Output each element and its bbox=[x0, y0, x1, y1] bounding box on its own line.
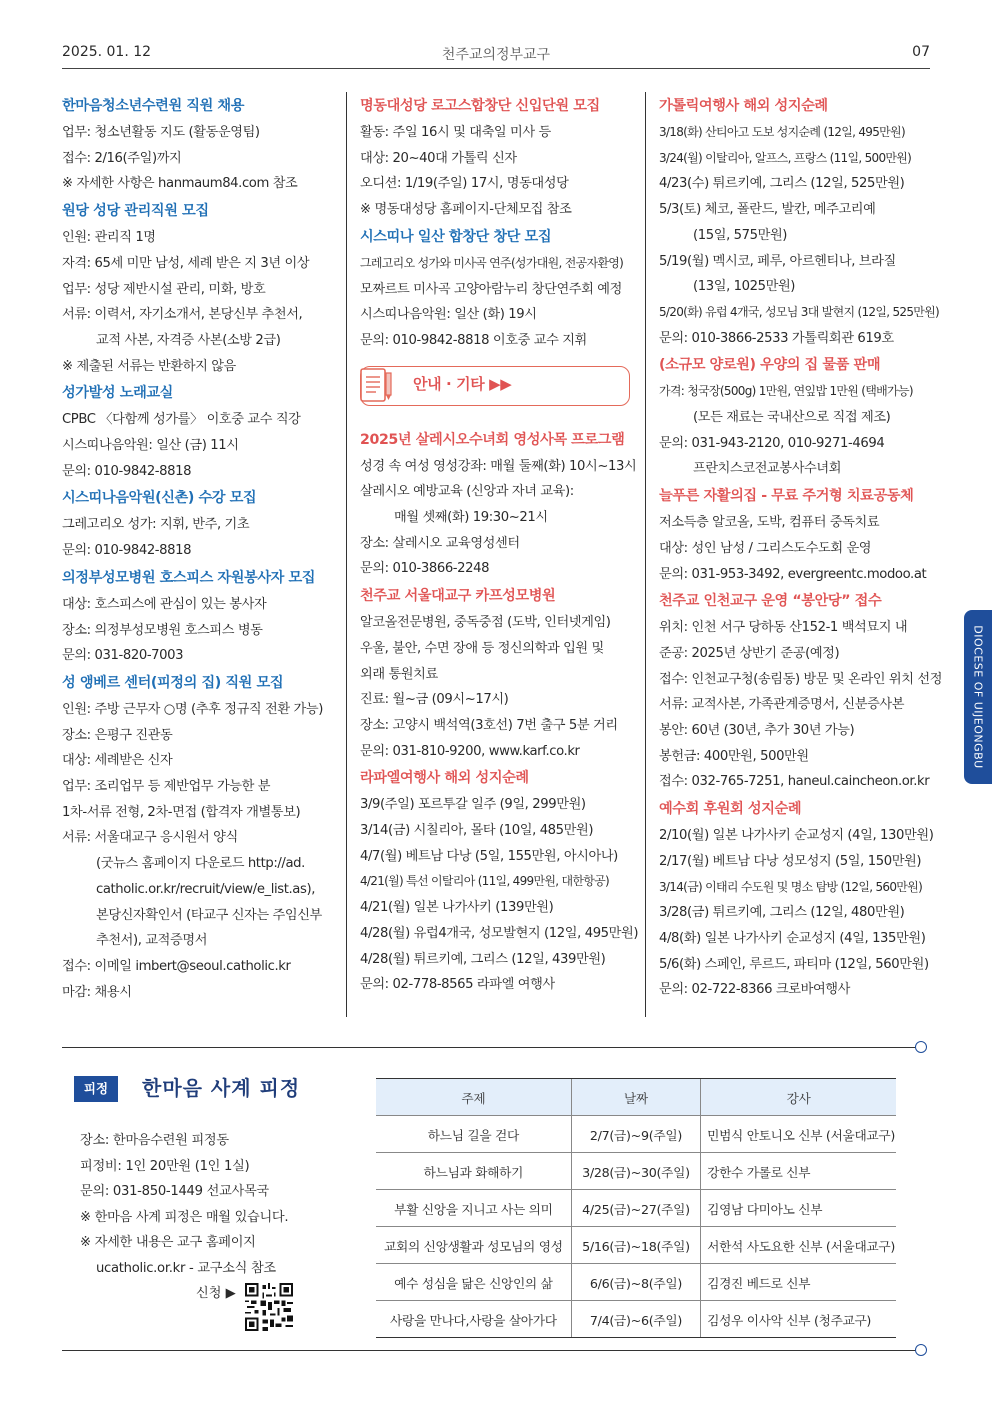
column-divider bbox=[346, 92, 347, 1017]
notice-title: 가톨릭여행사 해외 성지순례 bbox=[659, 98, 828, 114]
notice-line: 문의: 031-953-3492, evergreentc.modoo.at bbox=[659, 566, 927, 582]
divider-dot bbox=[915, 1041, 927, 1053]
notice-line: (15일, 575만원) bbox=[693, 227, 788, 243]
notice-line: 본당신자확인서 (타교구 신자는 주임신부 bbox=[96, 907, 322, 923]
notice-line: 문의: 02-722-8366 크로바여행사 bbox=[659, 982, 850, 998]
notice-line: 4/23(수) 튀르키예, 그리스 (12일, 525만원) bbox=[659, 176, 905, 192]
notice-line: 3/14(금) 시칠리아, 몰타 (10일, 485만원) bbox=[360, 823, 594, 839]
notice-line: 서류: 이력서, 자기소개서, 본당신부 추천서, bbox=[62, 307, 303, 323]
table-cell: 강한수 가롤로 신부 bbox=[701, 1153, 896, 1190]
notice-line: 살레시오 예방교육 (신앙과 자녀 교육): bbox=[360, 484, 574, 500]
notice-line: 외래 통원치료 bbox=[360, 666, 438, 682]
notice-line: 추천서), 교적증명서 bbox=[96, 933, 208, 949]
column-middle bbox=[360, 92, 639, 998]
notice-line: 접수: 032-765-7251, haneul.caincheon.or.kr bbox=[659, 774, 930, 790]
notice-line: 업무: 성당 제반시설 관리, 미화, 방호 bbox=[62, 281, 266, 297]
notice-section bbox=[659, 482, 934, 587]
notice-line: 4/28(월) 유럽4개국, 성모발현지 (12일, 495만원) bbox=[360, 925, 639, 941]
notice-line: 1차-서류 전형, 2차-면접 (합격자 개별통보) bbox=[62, 804, 301, 820]
notice-line: 인원: 관리직 1명 bbox=[62, 230, 156, 246]
notice-line: 장소: 은평구 진관동 bbox=[62, 727, 173, 743]
issue-date: 2025. 01. 12 bbox=[62, 44, 152, 60]
notice-line: (모든 재료는 국내산으로 직접 제조) bbox=[693, 410, 891, 426]
notice-line: 5/20(화) 유럽 4개국, 성모님 3대 발현지 (12일, 525만원) bbox=[659, 304, 940, 319]
notice-line: 대상: 세례받은 신자 bbox=[62, 753, 173, 769]
notice-title: (소규모 양로원) 우양의 집 물품 판매 bbox=[659, 357, 881, 374]
table-cell: 4/25(금)~27(주일) bbox=[571, 1190, 700, 1227]
divider-dot bbox=[915, 1344, 927, 1356]
notice-line: 저소득층 알코올, 도박, 컴퓨터 중독치료 bbox=[659, 515, 880, 531]
notepad-pencil-icon bbox=[355, 361, 395, 407]
notice-line: (굿뉴스 홈페이지 다운로드 http://ad. bbox=[96, 856, 305, 872]
table-cell: 민범식 안토니오 신부 (서울대교구) bbox=[701, 1116, 896, 1153]
qr-code-icon[interactable] bbox=[245, 1283, 293, 1331]
notice-line: 문의: 031-943-2120, 010-9271-4694 bbox=[659, 435, 885, 451]
notice-line: 3/18(화) 산티아고 도보 성지순례 (12일, 495만원) bbox=[659, 125, 905, 139]
notice-line: 문의: 02-778-8565 라파엘 여행사 bbox=[360, 977, 555, 993]
table-cell: 사랑을 만나다,사랑을 살아가다 bbox=[376, 1301, 571, 1338]
notice-title: 성 앵베르 센터(피정의 집) 직원 모집 bbox=[62, 674, 284, 691]
notice-line: 접수: 인천교구청(송림동) 방문 및 온라인 위치 선정 bbox=[659, 671, 943, 687]
table-row bbox=[376, 1227, 896, 1264]
retreat-info-line: 장소: 한마음수련원 피정동 bbox=[80, 1133, 229, 1148]
table-cell: 3/28(금)~30(주일) bbox=[571, 1153, 700, 1190]
notice-section bbox=[659, 351, 934, 482]
retreat-info-line: 피정비: 1인 20만원 (1인 1실) bbox=[80, 1158, 250, 1174]
notice-line: ※ 제출된 서류는 반환하지 않음 bbox=[62, 358, 236, 374]
notice-section bbox=[659, 92, 940, 351]
retreat-title: 한마음 사계 피정 bbox=[142, 1076, 301, 1100]
notice-title: 늘푸른 자활의집 - 무료 주거형 치료공동체 bbox=[659, 488, 914, 505]
notice-line: 문의: 010-3866-2533 가톨릭회관 619호 bbox=[659, 330, 894, 346]
notice-line: 서류: 서울대교구 응시원서 양식 bbox=[62, 830, 238, 846]
notice-line: 진료: 월~금 (09시~17시) bbox=[360, 692, 509, 708]
section-divider bbox=[62, 1047, 918, 1048]
retreat-tag: 피정 bbox=[74, 1076, 118, 1102]
notice-line: 위치: 인천 서구 당하동 산152-1 백석묘지 내 bbox=[659, 620, 908, 636]
table-cell: 김성우 이사악 신부 (청주교구) bbox=[701, 1301, 896, 1338]
notice-line: 시스띠나음악원: 일산 (화) 19시 bbox=[360, 307, 537, 323]
notice-line: 장소: 고양시 백석역(3호선) 7번 출구 5분 거리 bbox=[360, 717, 618, 733]
notice-line: 4/7(월) 베트남 다낭 (5일, 155만원, 아시아나) bbox=[360, 848, 618, 864]
section-divider bbox=[62, 1350, 918, 1351]
table-cell: 김영남 다미아노 신부 bbox=[701, 1190, 896, 1227]
notice-line: 그레고리오 성가와 미사곡 연주(성가대원, 전공자환영) bbox=[360, 255, 624, 270]
notice-section bbox=[360, 223, 632, 354]
notice-line: 프란치스코전교봉사수녀회 bbox=[693, 461, 842, 477]
table-cell: 2/7(금)~9(주일) bbox=[571, 1116, 700, 1153]
notice-line: 4/21(월) 일본 나가사키 (139만원) bbox=[360, 900, 554, 916]
table-cell: 부활 신앙을 지니고 사는 의미 bbox=[376, 1190, 571, 1227]
notice-section bbox=[62, 669, 340, 1005]
notice-line: 문의: 010-9842-8818 이호중 교수 지휘 bbox=[360, 332, 587, 348]
notice-line: 문의: 010-9842-8818 bbox=[62, 543, 192, 559]
notice-title: 한마음청소년수련원 직원 채용 bbox=[62, 98, 245, 114]
notice-line: 봉안: 60년 (30년, 추가 30년 가능) bbox=[659, 723, 855, 739]
notice-section bbox=[62, 379, 340, 484]
notice-line: 알코올전문병원, 중독중점 (도박, 인터넷게임) bbox=[360, 615, 611, 631]
notice-line: 5/6(화) 스페인, 루르드, 파티마 (12일, 560만원) bbox=[659, 956, 929, 972]
notice-line: 성경 속 여성 영성강좌: 매월 둘째(화) 10시~13시 bbox=[360, 458, 637, 474]
notice-section bbox=[659, 587, 943, 795]
notice-section bbox=[360, 426, 637, 583]
notice-title: 2025년 살레시오수녀회 영성사목 프로그램 bbox=[360, 431, 625, 448]
notice-section bbox=[360, 764, 639, 998]
notice-line: 문의: 010-9842-8818 bbox=[62, 463, 192, 479]
guide-banner bbox=[360, 366, 630, 406]
notice-section bbox=[360, 582, 632, 764]
notice-section bbox=[659, 795, 934, 1003]
notice-title: 명동대성당 로고스합창단 신입단원 모집 bbox=[360, 98, 600, 114]
notice-line: 문의: 031-810-9200, www.karf.co.kr bbox=[360, 743, 580, 759]
publication-name: 천주교의정부교구 bbox=[441, 47, 551, 63]
notice-title: 천주교 서울대교구 카프성모병원 bbox=[360, 588, 556, 605]
column-left bbox=[62, 92, 340, 1005]
column-right bbox=[659, 92, 943, 1003]
page-header bbox=[62, 40, 930, 69]
notice-line: 5/3(토) 체코, 폴란드, 발칸, 메주고리예 bbox=[659, 202, 876, 218]
notice-line: 봉헌금: 400만원, 500만원 bbox=[659, 748, 809, 764]
table-row bbox=[376, 1264, 896, 1301]
retreat-info-line: ucatholic.or.kr - 교구소식 참조 bbox=[96, 1260, 276, 1276]
retreat-info bbox=[80, 1128, 288, 1281]
table-cell: 교회의 신앙생활과 성모님의 영성 bbox=[376, 1227, 571, 1264]
retreat-info-line: ※ 한마음 사계 피정은 매월 있습니다. bbox=[80, 1209, 289, 1225]
notice-line: 활동: 주일 16시 및 대축일 미사 등 bbox=[360, 125, 551, 140]
table-cell: 예수 성심을 닮은 신앙인의 삶 bbox=[376, 1264, 571, 1301]
table-header: 강사 bbox=[701, 1079, 896, 1116]
notice-title: 성가발성 노래교실 bbox=[62, 385, 173, 402]
notice-line: 2/17(월) 베트남 다낭 성모성지 (5일, 150만원) bbox=[659, 853, 922, 869]
notice-section bbox=[62, 197, 340, 379]
notice-title: 예수회 후원회 성지순례 bbox=[659, 801, 802, 818]
table-cell: 하느님 길을 걷다 bbox=[376, 1116, 571, 1153]
table-header: 주제 bbox=[376, 1079, 571, 1116]
notice-line: ※ 자세한 사항은 hanmaum84.com 참조 bbox=[62, 176, 298, 192]
notice-line: 서류: 교적사본, 가족관계증명서, 신분증사본 bbox=[659, 697, 905, 713]
diocese-side-tab: DIOCESE OF UIJEONGBU bbox=[964, 610, 992, 784]
notice-title: 천주교 인천교구 운영 “봉안당” 접수 bbox=[659, 593, 882, 610]
table-row bbox=[376, 1190, 896, 1227]
page-number: 07 bbox=[912, 44, 930, 60]
retreat-schedule-table bbox=[376, 1078, 896, 1338]
notice-line: 5/19(월) 멕시코, 페루, 아르헨티나, 브라질 bbox=[659, 253, 896, 269]
notice-title: 의정부성모병원 호스피스 자원봉사자 모집 bbox=[62, 569, 316, 586]
table-row bbox=[376, 1153, 896, 1190]
table-cell: 7/4(금)~6(주일) bbox=[571, 1301, 700, 1338]
guide-label: 안내 · 기타 ▶▶ bbox=[413, 374, 512, 393]
table-header: 날짜 bbox=[571, 1079, 700, 1116]
notice-line: 대상: 성인 남성 / 그리스도수도회 운영 bbox=[659, 540, 872, 556]
notice-line: 자격: 65세 미만 남성, 세례 받은 지 3년 이상 bbox=[62, 255, 310, 271]
retreat-info-line: ※ 자세한 내용은 교구 홈페이지 bbox=[80, 1235, 256, 1250]
notice-line: 3/28(금) 튀르키예, 그리스 (12일, 480만원) bbox=[659, 905, 905, 921]
notice-line: 대상: 호스피스에 관심이 있는 봉사자 bbox=[62, 596, 267, 612]
notice-line: 가격: 청국장(500g) 1만원, 연잎밥 1만원 (택배가능) bbox=[659, 384, 913, 399]
table-cell: 6/6(금)~8(주일) bbox=[571, 1264, 700, 1301]
notice-line: 업무: 조리업무 등 제반업무 가능한 분 bbox=[62, 779, 271, 795]
table-row bbox=[376, 1116, 896, 1153]
notice-title: 시스띠나음악원(신촌) 수강 모집 bbox=[62, 490, 257, 507]
table-cell: 5/16(금)~18(주일) bbox=[571, 1227, 700, 1264]
notice-line: 접수: 2/16(주일)까지 bbox=[62, 150, 182, 166]
table-row bbox=[376, 1301, 896, 1338]
notice-line: 2/10(월) 일본 나가사키 순교성지 (4일, 130만원) bbox=[659, 828, 934, 844]
notice-line: 모짜르트 미사곡 고양아람누리 창단연주회 예정 bbox=[360, 281, 622, 297]
notice-line: 3/24(월) 이탈리아, 알프스, 프랑스 (11일, 500만원) bbox=[659, 150, 912, 165]
notice-section bbox=[360, 92, 632, 223]
notice-line: 문의: 010-3866-2248 bbox=[360, 561, 490, 577]
table-cell: 서한석 사도요한 신부 (서울대교구) bbox=[701, 1227, 896, 1264]
table-cell: 김경진 베드로 신부 bbox=[701, 1264, 896, 1301]
notice-section bbox=[62, 484, 340, 563]
notice-line: (13일, 1025만원) bbox=[693, 279, 796, 295]
notice-title: 원당 성당 관리직원 모집 bbox=[62, 203, 209, 220]
notice-line: 3/9(주일) 포르투갈 일주 (9일, 299만원) bbox=[360, 797, 586, 813]
notice-line: 준공: 2025년 상반기 준공(예정) bbox=[659, 645, 840, 661]
table-cell: 하느님과 화해하기 bbox=[376, 1153, 571, 1190]
notice-line: CPBC 〈다함께 성가를〉 이호중 교수 직강 bbox=[62, 412, 301, 428]
notice-line: catholic.or.kr/recruit/view/e_list.as), bbox=[96, 881, 315, 897]
notice-line: 4/21(월) 특선 이탈리아 (11일, 499만원, 대한항공) bbox=[360, 874, 610, 889]
notice-line: 3/14(금) 이태리 수도원 및 명소 탐방 (12일, 560만원) bbox=[659, 879, 923, 894]
notice-line: 교적 사본, 자격증 사본(소방 2급) bbox=[96, 332, 281, 348]
notice-line: 그레고리오 성가: 지휘, 반주, 기초 bbox=[62, 517, 250, 533]
notice-section bbox=[62, 92, 340, 197]
notice-line: 접수: 이메일 imbert@seoul.catholic.kr bbox=[62, 958, 291, 974]
notice-line: 문의: 031-820-7003 bbox=[62, 648, 184, 664]
notice-line: 시스띠나음악원: 일산 (금) 11시 bbox=[62, 438, 239, 454]
notice-line: 인원: 주방 근무자 ○명 (추후 정규직 전환 가능) bbox=[62, 701, 323, 717]
notice-line: ※ 명동대성당 홈페이지-단체모집 참조 bbox=[360, 202, 572, 218]
notice-line: 우울, 불안, 수면 장애 등 정신의학과 입원 및 bbox=[360, 640, 604, 656]
notice-line: 4/28(월) 튀르키예, 그리스 (12일, 439만원) bbox=[360, 951, 606, 967]
notice-section bbox=[62, 564, 340, 669]
column-divider bbox=[645, 92, 646, 1017]
notice-title: 라파엘여행사 해외 성지순례 bbox=[360, 770, 529, 787]
apply-label[interactable]: 신청 ▶ bbox=[196, 1286, 236, 1301]
notice-line: 장소: 의정부성모병원 호스피스 병동 bbox=[62, 622, 263, 638]
retreat-info-line: 문의: 031-850-1449 선교사목국 bbox=[80, 1184, 269, 1199]
notice-title: 시스띠나 일산 합창단 창단 모집 bbox=[360, 228, 552, 245]
notice-line: 4/8(화) 일본 나가사키 순교성지 (4일, 135만원) bbox=[659, 930, 926, 946]
notice-line: 마감: 채용시 bbox=[62, 984, 132, 1000]
notice-line: 매월 셋째(화) 19:30~21시 bbox=[394, 510, 548, 526]
notice-line: 대상: 20~40대 가톨릭 신자 bbox=[360, 150, 517, 166]
notice-line: 장소: 살레시오 교육영성센터 bbox=[360, 535, 520, 551]
notice-line: 업무: 청소년활동 지도 (활동운영팀) bbox=[62, 125, 260, 140]
notice-line: 오디션: 1/19(주일) 17시, 명동대성당 bbox=[360, 176, 569, 192]
